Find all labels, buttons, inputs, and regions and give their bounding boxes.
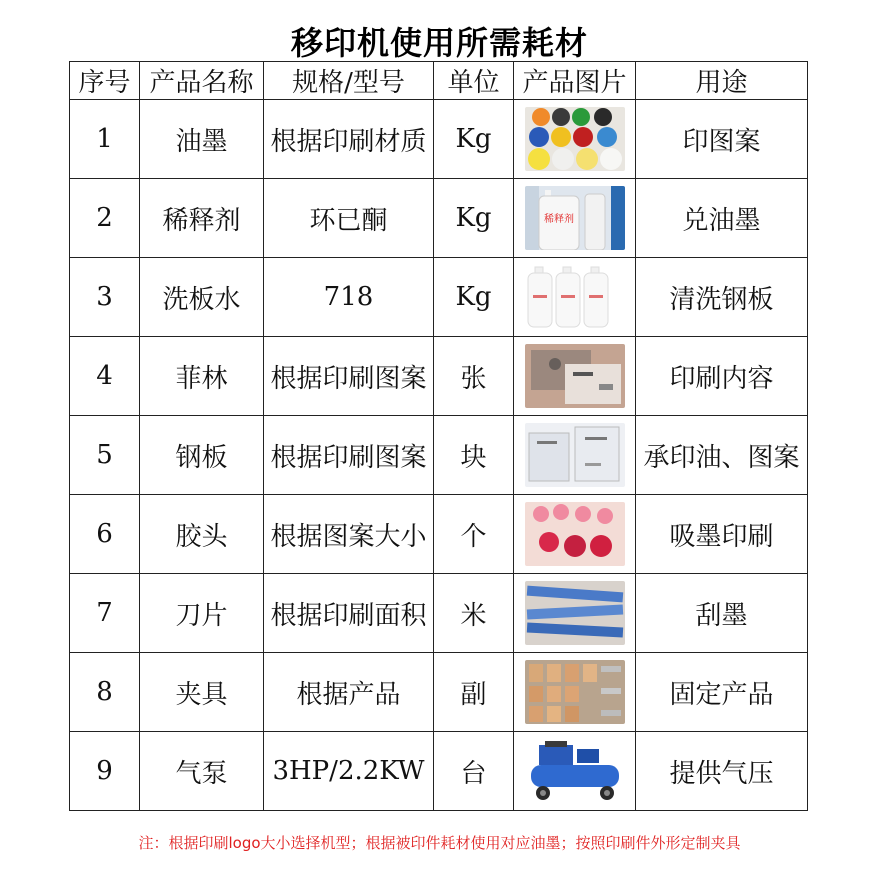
product-use: 承印油、图案 xyxy=(636,416,808,495)
product-use: 清洗钢板 xyxy=(636,258,808,337)
air-compressor-photo xyxy=(525,739,625,803)
product-name: 稀释剂 xyxy=(140,179,264,258)
product-spec: 根据印刷面积 xyxy=(264,574,434,653)
product-use: 提供气压 xyxy=(636,732,808,811)
table-row xyxy=(70,179,808,258)
product-name: 油墨 xyxy=(140,100,264,179)
product-unit: 副 xyxy=(434,653,514,732)
product-use: 印图案 xyxy=(636,100,808,179)
product-name: 菲林 xyxy=(140,337,264,416)
steel-plates-photo xyxy=(525,423,625,487)
product-unit: 台 xyxy=(434,732,514,811)
product-unit: Kg xyxy=(434,179,514,258)
table-row xyxy=(70,653,808,732)
consumables-table xyxy=(69,61,808,811)
table-row xyxy=(70,416,808,495)
product-spec: 环已酮 xyxy=(264,179,434,258)
row-number: 5 xyxy=(70,416,140,495)
product-unit: 张 xyxy=(434,337,514,416)
product-unit: 块 xyxy=(434,416,514,495)
table-row xyxy=(70,495,808,574)
product-spec: 3HP/2.2KW xyxy=(264,732,434,811)
product-unit: Kg xyxy=(434,100,514,179)
product-unit: Kg xyxy=(434,258,514,337)
row-number: 2 xyxy=(70,179,140,258)
row-number: 6 xyxy=(70,495,140,574)
product-spec: 根据印刷图案 xyxy=(264,337,434,416)
product-image-cell xyxy=(514,179,636,258)
product-unit: 米 xyxy=(434,574,514,653)
product-name: 钢板 xyxy=(140,416,264,495)
product-image-cell xyxy=(514,416,636,495)
product-image-cell xyxy=(514,258,636,337)
product-name: 刀片 xyxy=(140,574,264,653)
table-row xyxy=(70,732,808,811)
product-use: 吸墨印刷 xyxy=(636,495,808,574)
row-number: 9 xyxy=(70,732,140,811)
header-use: 用途 xyxy=(636,62,808,100)
thinner-bottle-photo xyxy=(525,186,625,250)
product-image-cell xyxy=(514,732,636,811)
table-header-row xyxy=(70,62,808,100)
product-spec: 718 xyxy=(264,258,434,337)
header-unit: 单位 xyxy=(434,62,514,100)
row-number: 3 xyxy=(70,258,140,337)
row-number: 8 xyxy=(70,653,140,732)
row-number: 7 xyxy=(70,574,140,653)
product-use: 兑油墨 xyxy=(636,179,808,258)
header-no: 序号 xyxy=(70,62,140,100)
product-unit: 个 xyxy=(434,495,514,574)
row-number: 4 xyxy=(70,337,140,416)
product-image-cell xyxy=(514,653,636,732)
thinner-bottle-label: 稀释剂 xyxy=(543,214,574,225)
footnote: 注：根据印刷logo大小选择机型；根据被印件耗材使用对应油墨；按照印刷件外形定制夹具 xyxy=(138,834,741,852)
product-name: 气泵 xyxy=(140,732,264,811)
silicone-pads-photo xyxy=(525,502,625,566)
product-spec: 根据图案大小 xyxy=(264,495,434,574)
product-image-cell xyxy=(514,337,636,416)
fixtures-photo xyxy=(525,660,625,724)
row-number: 1 xyxy=(70,100,140,179)
header-spec: 规格/型号 xyxy=(264,62,434,100)
ink-cups-photo xyxy=(525,107,625,171)
product-use: 刮墨 xyxy=(636,574,808,653)
product-name: 洗板水 xyxy=(140,258,264,337)
header-image: 产品图片 xyxy=(514,62,636,100)
table-row xyxy=(70,574,808,653)
product-image-cell xyxy=(514,574,636,653)
product-spec: 根据印刷图案 xyxy=(264,416,434,495)
table-row xyxy=(70,258,808,337)
table-row xyxy=(70,100,808,179)
page-title: 移印机使用所需耗材 xyxy=(290,24,588,62)
product-image-cell xyxy=(514,100,636,179)
product-spec: 根据产品 xyxy=(264,653,434,732)
cleaning-bottles-photo xyxy=(525,265,625,329)
table-row xyxy=(70,337,808,416)
product-name: 夹具 xyxy=(140,653,264,732)
doctor-blades-photo xyxy=(525,581,625,645)
header-name: 产品名称 xyxy=(140,62,264,100)
product-image-cell xyxy=(514,495,636,574)
product-name: 胶头 xyxy=(140,495,264,574)
product-use: 固定产品 xyxy=(636,653,808,732)
product-spec: 根据印刷材质 xyxy=(264,100,434,179)
product-use: 印刷内容 xyxy=(636,337,808,416)
film-sheets-photo xyxy=(525,344,625,408)
